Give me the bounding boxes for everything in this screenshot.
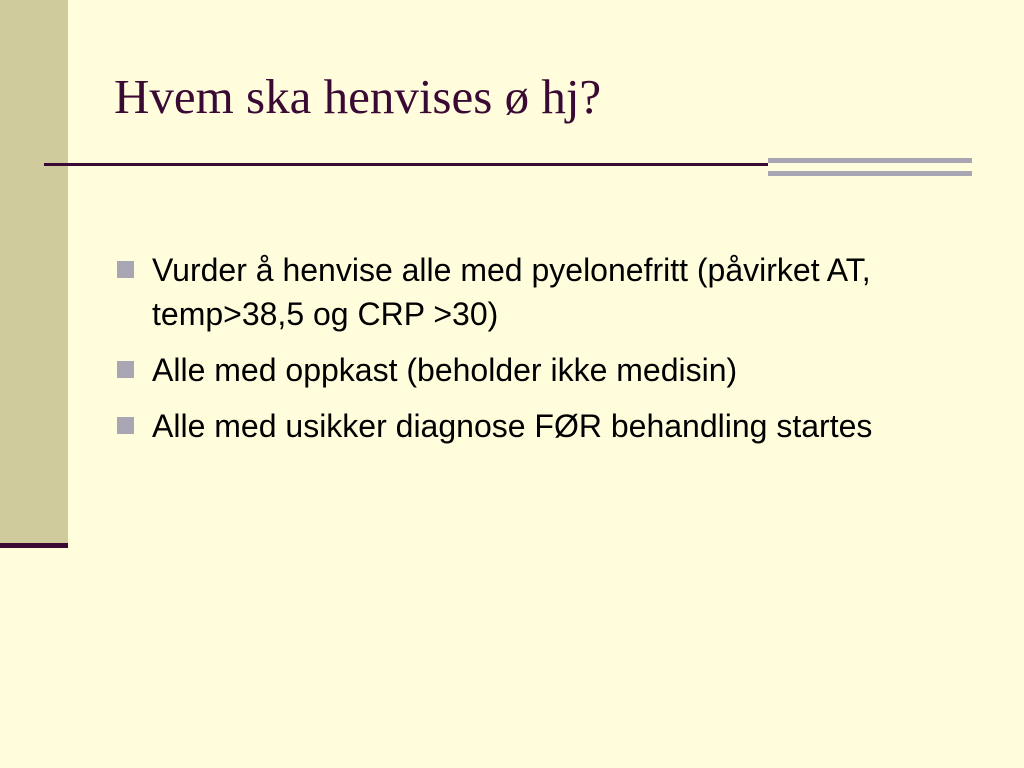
bullet-text: Alle med usikker diagnose FØR behandling startes bbox=[152, 408, 873, 444]
bullet-text: Vurder å henvise alle med pyelonefritt (påvirket AT, temp>38,5 og CRP >30) bbox=[152, 252, 871, 332]
accent-bar-bottom bbox=[768, 171, 972, 176]
bullet-item bbox=[114, 404, 954, 448]
accent-bar-top bbox=[768, 158, 972, 163]
title-underline-rule bbox=[44, 163, 768, 166]
left-band-base-rule bbox=[0, 543, 68, 548]
left-decorative-band bbox=[0, 0, 68, 544]
bullet-list bbox=[114, 248, 954, 460]
square-bullet-icon bbox=[117, 417, 134, 434]
square-bullet-icon bbox=[117, 261, 134, 278]
slide-title: Hvem ska henvises ø hj? bbox=[114, 69, 602, 124]
square-bullet-icon bbox=[117, 361, 134, 378]
bullet-text: Alle med oppkast (beholder ikke medisin) bbox=[152, 352, 738, 388]
bullet-item bbox=[114, 248, 954, 336]
bullet-item bbox=[114, 348, 954, 392]
